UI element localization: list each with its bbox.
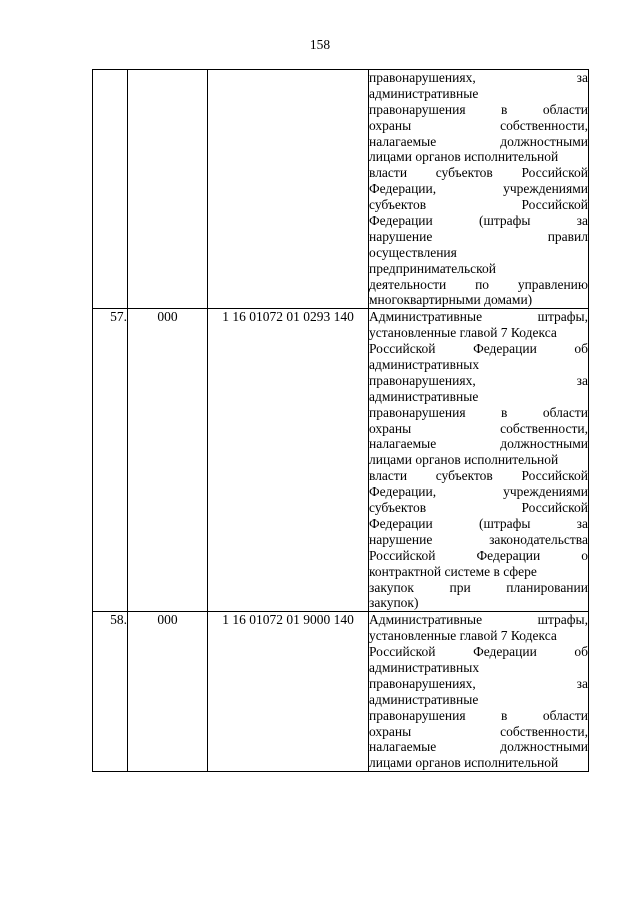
description-word: планировании [506,579,588,595]
description-word: правил [547,228,588,244]
description-line [369,405,588,421]
description-word: нарушение [369,531,433,547]
table-row [93,309,589,612]
description-line [369,580,588,596]
description-word: за [576,515,588,531]
description-line [369,692,588,708]
description-word: охраны [369,420,412,436]
description-word: закупок) [369,595,419,611]
kbk-code-cell: 1 16 01072 01 0293 140 [208,309,369,612]
description-line [369,213,588,229]
table-row [93,612,589,772]
description-line [369,86,588,102]
page-number: 158 [309,37,331,52]
description-word: Российской [369,644,436,660]
description-line [369,277,588,293]
description-word: Федерации [473,341,537,357]
admin-code-cell [128,70,208,309]
description-line [369,724,588,740]
description-line [369,595,588,611]
description-word: за [576,675,588,691]
description-word: области [542,404,588,420]
description-word: управлению [517,276,588,292]
description-line [369,292,588,308]
description-word: административные [369,691,479,707]
kbk-code-cell: 1 16 01072 01 9000 140 [208,612,369,772]
description-word: охраны [369,723,412,739]
description-word: Российской [369,341,436,357]
description-word: собственности, [500,420,588,436]
description-word: субъектов [435,468,493,484]
description-word: многоквартирными домами) [369,292,533,308]
description-line [369,612,588,628]
description-word: налагаемые [369,739,437,755]
description-word: при [449,579,471,595]
description-line [369,118,588,134]
description-line [369,357,588,373]
description-word: установленные главой 7 Кодекса [369,325,557,341]
description-line [369,739,588,755]
description-line [369,341,588,357]
description-line [369,708,588,724]
description-word: Российской [369,547,436,563]
description-word: субъектов [369,500,427,516]
description-word: в [501,404,508,420]
description-line [369,165,588,181]
description-word: (штрафы [478,213,531,229]
description-line [369,102,588,118]
description-word: лицами органов исполнительной [369,149,559,165]
description-word: субъектов [435,165,493,181]
description-word: учреждениями [503,181,588,197]
description-word: Федерации [476,547,541,563]
description-word: об [574,644,588,660]
description-line [369,564,588,580]
description-word: правонарушениях, [369,675,476,691]
description-line [369,389,588,405]
description-word: Федерации [369,213,433,229]
description-line [369,755,588,771]
description-line [369,644,588,660]
description-word: лицами органов исполнительной [369,755,559,771]
description-word: власти [369,165,408,181]
description-word: законодательства [489,531,588,547]
description-line [369,500,588,516]
description-line [369,676,588,692]
description-cell [369,309,589,612]
description-word: собственности, [500,117,588,133]
description-word: административные [369,85,479,101]
description-word: власти [369,468,408,484]
description-word: охраны [369,117,412,133]
description-word: осуществления [369,244,457,260]
description-line [369,516,588,532]
description-line [369,452,588,468]
description-word: штрафы, [537,309,588,325]
description-line [369,660,588,676]
description-word: Федерации [369,515,433,531]
row-number-cell [93,70,128,309]
description-word: Федерации [473,644,537,660]
description-word: Российской [521,165,588,181]
description-line [369,373,588,389]
description-line [369,181,588,197]
kbk-code-cell [208,70,369,309]
description-line [369,325,588,341]
description-word: налагаемые [369,133,437,149]
description-word: правонарушениях, [369,70,476,85]
description-word: (штрафы [478,515,531,531]
description-word: об [574,341,588,357]
description-word: о [581,547,588,563]
description-line [369,548,588,564]
description-line [369,468,588,484]
description-word: закупок [369,579,414,595]
description-word: правонарушения [369,707,466,723]
admin-code-cell: 000 [128,309,208,612]
description-line [369,261,588,277]
description-word: области [542,707,588,723]
kbk-table [92,69,589,772]
description-word: нарушение [369,228,433,244]
description-word: правонарушения [369,101,466,117]
description-word: субъектов [369,197,427,213]
description-line [369,197,588,213]
description-word: должностными [500,739,588,755]
description-word: в [501,101,508,117]
description-word: штрафы, [537,612,588,628]
description-line [369,134,588,150]
description-word: Российской [521,468,588,484]
description-word: Российской [521,197,588,213]
description-line [369,309,588,325]
description-word: административных [369,357,480,373]
description-word: Административные [369,612,483,628]
description-word: учреждениями [503,484,588,500]
description-line [369,245,588,261]
description-cell [369,70,589,309]
description-word: за [576,213,588,229]
description-line [369,229,588,245]
description-word: должностными [500,133,588,149]
description-word: должностными [500,436,588,452]
description-word: Российской [521,500,588,516]
row-number-cell: 57. [93,309,128,612]
description-word: в [501,707,508,723]
description-line [369,436,588,452]
description-word: за [576,372,588,388]
description-line [369,628,588,644]
description-line [369,70,588,86]
description-word: Административные [369,309,483,325]
description-word: Федерации, [369,484,437,500]
description-word: административные [369,388,479,404]
description-word: налагаемые [369,436,437,452]
description-word: правонарушения [369,404,466,420]
table-body [93,70,589,772]
description-line [369,421,588,437]
description-line [369,532,588,548]
description-word: правонарушениях, [369,372,476,388]
description-word: предпринимательской [369,260,497,276]
description-line [369,484,588,500]
description-word: лицами органов исполнительной [369,452,559,468]
description-word: области [542,101,588,117]
description-word: установленные главой 7 Кодекса [369,628,557,644]
description-line [369,149,588,165]
admin-code-cell: 000 [128,612,208,772]
table-row [93,70,589,309]
description-word: за [576,70,588,85]
description-cell [369,612,589,772]
description-word: Федерации, [369,181,437,197]
description-word: административных [369,659,480,675]
description-word: по [475,276,490,292]
description-word: деятельности [369,276,447,292]
description-word: контрактной системе в сфере [369,563,537,579]
description-word: собственности, [500,723,588,739]
row-number-cell: 58. [93,612,128,772]
